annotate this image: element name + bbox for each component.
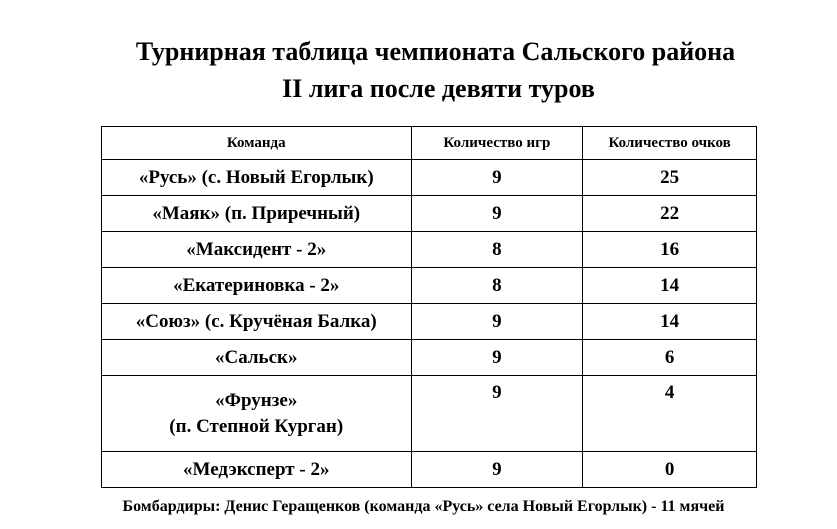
games-cell: 9 <box>411 376 583 452</box>
games-cell: 8 <box>411 268 583 304</box>
table-row <box>102 452 757 488</box>
table-row <box>102 340 757 376</box>
page-title: Турнирная таблица чемпионата Сальского района <box>135 37 736 66</box>
table-row <box>102 232 757 268</box>
games-cell: 9 <box>411 304 583 340</box>
points-cell: 14 <box>583 304 757 340</box>
table-row <box>102 196 757 232</box>
team-cell: «Максидент - 2» <box>102 232 412 268</box>
table-row <box>102 268 757 304</box>
points-cell: 22 <box>583 196 757 232</box>
column-header-points: Количество очков <box>583 127 757 160</box>
team-cell: «Маяк» (п. Приречный) <box>102 196 412 232</box>
team-cell: «Екатериновка - 2» <box>102 268 412 304</box>
points-cell: 14 <box>583 268 757 304</box>
games-cell: 9 <box>411 340 583 376</box>
games-cell: 9 <box>411 452 583 488</box>
team-cell: «Русь» (с. Новый Егорлык) <box>102 160 412 196</box>
team-cell <box>102 376 412 452</box>
table-header-row <box>102 127 757 160</box>
points-cell: 16 <box>583 232 757 268</box>
column-header-team: Команда <box>102 127 412 160</box>
standings-table <box>101 126 757 488</box>
table-row <box>102 376 757 452</box>
points-cell: 0 <box>583 452 757 488</box>
scorers-note: Бомбардиры: Денис Геращенков (команда «Русь» села Новый Егорлык) - 11 мячей <box>122 498 725 515</box>
team-location: (п. Степной Курган) <box>169 415 344 437</box>
column-header-games: Количество игр <box>411 127 583 160</box>
points-cell: 4 <box>583 376 757 452</box>
team-cell: «Медэксперт - 2» <box>102 452 412 488</box>
points-cell: 6 <box>583 340 757 376</box>
table-row <box>102 160 757 196</box>
games-cell: 9 <box>411 196 583 232</box>
team-cell: «Союз» (с. Кручёная Балка) <box>102 304 412 340</box>
table-row <box>102 304 757 340</box>
points-cell: 25 <box>583 160 757 196</box>
games-cell: 8 <box>411 232 583 268</box>
page-subtitle: II лига после девяти туров <box>282 74 595 103</box>
team-name: «Фрунзе» <box>215 389 298 411</box>
games-cell: 9 <box>411 160 583 196</box>
team-cell: «Сальск» <box>102 340 412 376</box>
